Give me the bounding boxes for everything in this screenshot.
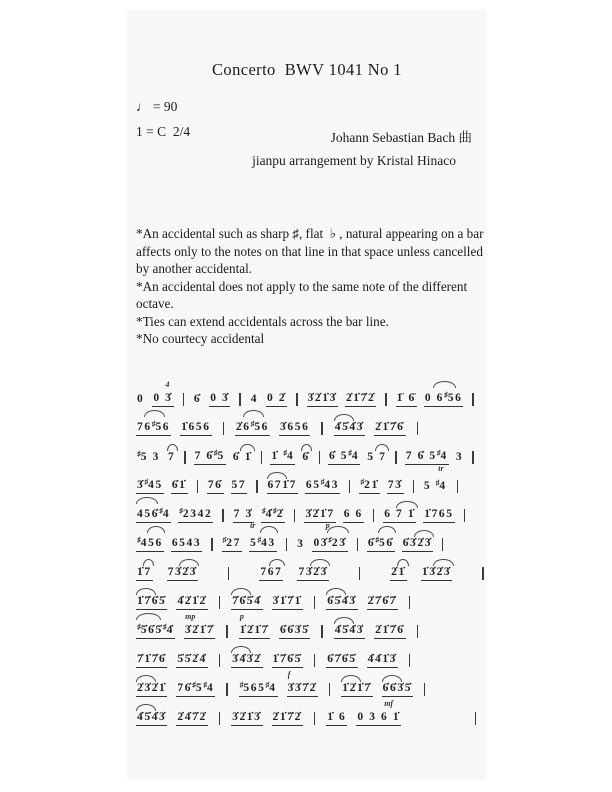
sharp-icon: ♯ (192, 679, 196, 689)
music-line (136, 698, 478, 726)
tie-arc-icon (378, 526, 396, 533)
tie-arc-icon (243, 410, 264, 417)
tie-arc-icon (231, 646, 251, 653)
music-line (136, 418, 478, 436)
barline (226, 625, 227, 638)
note-group: 3̇656 (279, 421, 310, 436)
sharp-icon: ♯ (360, 476, 365, 486)
sharp-icon: ♯ (261, 505, 266, 515)
note-group: 3 (455, 450, 464, 463)
barline (409, 654, 410, 667)
sharp-icon: ♯ (375, 534, 379, 544)
note-group: 0 2̇ (266, 392, 287, 407)
arranger-credit: jianpu arrangement by Kristal Hinaco (252, 153, 456, 168)
note-line: *Ties can extend accidentals across the bar line. (136, 313, 389, 329)
sharp-icon: ♯ (137, 448, 141, 458)
note-group: 03̇♯23̇ p (312, 533, 347, 552)
note-group: 65♯43 (305, 475, 340, 494)
expression-marking: p (239, 611, 244, 621)
note-line: *An accidental does not apply to the same note of the different octave. (136, 278, 468, 311)
tie-arc-icon (341, 675, 361, 682)
tie-arc-icon (136, 704, 156, 711)
note-group: 5 7 (366, 451, 387, 465)
note-group: 6̇1̇ (171, 479, 188, 494)
expression-marking: p (325, 520, 330, 530)
accidental-notes (136, 225, 490, 348)
barline (373, 509, 374, 522)
barline (413, 480, 414, 493)
note-group: 6 7 1̇ (383, 508, 416, 523)
barline (239, 393, 240, 406)
barline (314, 712, 315, 725)
music-line (136, 566, 478, 581)
key-time-signature: 1 = C 2/4 (136, 124, 191, 139)
barline (409, 596, 410, 609)
barline (472, 451, 473, 464)
tie-arc-icon (136, 675, 156, 682)
barline (226, 683, 227, 696)
sharp-icon: ♯ (444, 389, 448, 399)
note-group: 5̇5̇2̇4̇ (176, 653, 207, 668)
note-group: ♯5 3 (137, 448, 160, 463)
note-group: 2̇4̇7̇2̇ (176, 711, 207, 726)
note-group: 57 (231, 479, 248, 494)
note-group: 6̇♯56̇ (367, 533, 395, 552)
tie-arc-icon (334, 414, 354, 421)
note-line: *An accidental such as sharp ♯, flat ♭ , natural appearing on a bar affects only to the notes on that line in that space unless cancelled by another accidental. (136, 226, 484, 276)
sharp-icon: ♯ (348, 447, 352, 457)
sharp-icon: ♯ (272, 505, 277, 515)
note-group: 3̇4̇3̇2̇ (231, 653, 262, 668)
tie-arc-icon (334, 617, 354, 624)
barline (417, 422, 418, 435)
barline (385, 393, 386, 406)
barline (472, 393, 473, 406)
music-line (136, 379, 478, 407)
note-group: ♯21̇ (359, 475, 379, 494)
barline (329, 683, 330, 696)
note-line: *No courtecy accidental (136, 331, 265, 346)
sharp-icon: ♯ (137, 534, 141, 544)
note-group: 1̇3̇2̇3̇ (421, 566, 452, 581)
note-group: 4 (250, 392, 259, 405)
tie-arc-icon (327, 526, 349, 533)
note-group: 1̇765 (423, 508, 454, 523)
note-group: 0 (137, 392, 145, 405)
tie-arc-icon (375, 444, 389, 451)
barline (222, 509, 223, 522)
sheet-music-page (127, 10, 486, 780)
note-group: ♯456 (136, 533, 164, 552)
note-group: 2̇3̇2̇1̇ (136, 682, 167, 697)
barline (314, 654, 315, 667)
barline (261, 451, 262, 464)
note-group: 1̈ 6̈ (396, 392, 417, 407)
music-line (136, 611, 478, 639)
sharp-icon: ♯ (320, 476, 325, 486)
note-group: 7̇1̇7̇6̇ (136, 653, 167, 668)
tie-arc-icon (136, 588, 156, 595)
barline (442, 538, 443, 551)
composer-credit: Johann Sebastian Bach 曲 (330, 130, 472, 145)
note-group: 4̇5̇4̇3̇ (136, 711, 167, 726)
barline (294, 509, 295, 522)
sharp-icon: ♯ (250, 418, 255, 428)
barline (184, 451, 185, 464)
note-group: ♯2342 (178, 504, 213, 523)
barline (223, 422, 224, 435)
sharp-icon: ♯ (222, 534, 227, 544)
music-line (136, 653, 478, 668)
music-line (136, 463, 478, 494)
note-group: 6̇5̇4̇3̇ (326, 595, 357, 610)
note-group: 4̇5̇4̇3̇ (334, 624, 365, 639)
barline (314, 596, 315, 609)
note-group: 3̇♯45 (136, 475, 164, 494)
note-group: 3̇2̇1̇3̇ (307, 392, 338, 407)
note-group: 1̇ 6 (326, 711, 347, 726)
note-group: 6̇3̇2̇3̇ (402, 537, 433, 552)
sharp-icon: ♯ (283, 447, 287, 457)
expression-marking: 4 (165, 379, 170, 389)
tie-arc-icon (143, 559, 155, 566)
note-group: 76♯56 (136, 417, 171, 436)
note-group: ♯565♯4 (239, 678, 278, 697)
tie-arc-icon (397, 559, 409, 566)
piece-title: Concerto BWV 1041 No 1 (212, 60, 402, 79)
barline (321, 422, 322, 435)
tie-arc-icon (433, 381, 456, 388)
note-group: 456̇♯4 (136, 504, 171, 523)
barline (475, 712, 476, 725)
note-group: 7 (167, 451, 176, 465)
barline (197, 480, 198, 493)
tie-arc-icon (136, 497, 158, 504)
note-group: 0 6♯56 (424, 388, 464, 407)
note-group: 76̇ (207, 479, 224, 494)
barline (349, 480, 350, 493)
barline (219, 654, 220, 667)
tie-arc-icon (310, 559, 330, 566)
barline (256, 480, 257, 493)
note-group: 2̇7̇6̇7̇ (367, 595, 398, 610)
sharp-icon: ♯ (203, 679, 207, 689)
note-group: ♯5̇6̇5̇♯4̇ (136, 620, 175, 639)
note-group: 4̇4̇1̇3̇ (367, 653, 398, 668)
note-group: 1̇656 (180, 421, 211, 436)
expression-marking: tr (250, 520, 256, 530)
tie-arc-icon (414, 530, 434, 537)
sharp-icon: ♯ (151, 418, 156, 428)
sharp-icon: ♯ (162, 621, 167, 631)
tie-arc-icon (269, 559, 285, 566)
note-group: 2̇1̇7̇6̇ (374, 624, 405, 639)
note-group: 4̇5̇4̇3̇ (334, 421, 365, 436)
music-line (136, 595, 478, 610)
barline (211, 538, 212, 551)
note-group: ♯27 (222, 533, 242, 552)
note-group: 6̇6̇3̇5̇ (382, 682, 413, 697)
note-group: 5 ♯4 tr (423, 463, 447, 492)
note-group: 5♯43 tr (249, 533, 277, 552)
barline (286, 538, 287, 551)
barline (424, 683, 425, 696)
note-group: 6̇7̇6̇5̇ (326, 653, 357, 668)
sharp-icon: ♯ (435, 477, 440, 487)
note-group: 7 6̇♯5 (194, 446, 226, 465)
sharp-icon: ♯ (328, 534, 332, 544)
expression-marking: mp (185, 611, 196, 621)
music-line (136, 669, 478, 697)
tie-arc-icon (326, 588, 346, 595)
barline (219, 712, 220, 725)
barline (183, 393, 184, 406)
sharp-icon: ♯ (137, 621, 141, 631)
note-group: 6̇6̇3̇5̇ (279, 624, 310, 639)
tie-arc-icon (167, 444, 178, 451)
music-line (136, 505, 478, 523)
jianpu-notation-block (136, 379, 478, 726)
note-group: 6̇ (193, 392, 202, 405)
note-group: 6̇ 5♯4 (328, 446, 360, 465)
barline (457, 480, 458, 493)
barline (296, 393, 297, 406)
note-group: 3̇2̇1̇3̇ (231, 711, 262, 726)
note-group: 6543 (171, 537, 202, 552)
note-group: 4̇2̇1̇2̇ (176, 595, 207, 610)
note-group: 73̇ (387, 479, 404, 494)
music-line (136, 520, 478, 552)
sharp-icon: ♯ (179, 505, 183, 515)
note-group: 3̇2̇1̇7 (304, 508, 335, 523)
note-group: 2̇1̇7̇2̇ (345, 392, 376, 407)
tie-arc-icon (144, 410, 165, 417)
note-group: 1̇ ♯4 (270, 446, 295, 465)
note-group: 7 3̇ (233, 508, 254, 523)
note-group: 73̇2̇3̇ (297, 566, 328, 581)
score-header (136, 99, 478, 169)
tie-arc-icon (179, 559, 199, 566)
note-group: 6̇ (301, 451, 310, 465)
note-group: 1̇2̇1̇7̇ p (239, 624, 270, 639)
note-group: 6̇ 1̇ (232, 451, 253, 465)
expression-marking: f (287, 669, 291, 679)
note-group: 3̇2̇1̇7̇ mp (184, 624, 215, 639)
expression-marking: mf (384, 698, 394, 708)
barline (359, 567, 360, 580)
tempo-marking: ♩ = 90 (136, 99, 178, 114)
barline (357, 538, 358, 551)
sharp-icon: ♯ (265, 679, 270, 689)
barline (482, 567, 483, 580)
sharp-icon: ♯ (159, 505, 163, 515)
note-group: 2̇6♯56 (235, 417, 270, 436)
tie-arc-icon (240, 444, 254, 451)
note-group: 76̇♯5♯4 (176, 678, 215, 697)
tie-arc-icon (147, 526, 165, 533)
note-group: 0 3̇ 4 (152, 392, 173, 407)
note-group: 6 6 (343, 508, 364, 523)
sharp-icon: ♯ (436, 447, 441, 457)
note-group: 671̇7 (267, 479, 298, 494)
tie-arc-icon (267, 472, 287, 479)
note-group: 3̇3̇7̇2̇ f (287, 682, 318, 697)
note-group: 3 (297, 537, 305, 550)
tie-arc-icon (231, 588, 251, 595)
note-group: 2̇1̇7̇6̇ (374, 421, 405, 436)
tie-arc-icon (136, 613, 161, 620)
tie-arc-icon (433, 559, 453, 566)
sharp-icon: ♯ (213, 447, 218, 457)
note-group: 7 6̇ 5♯4 (405, 446, 449, 465)
music-line (136, 447, 478, 465)
barline (464, 509, 465, 522)
note-group: 2̇1̇ (390, 566, 407, 581)
note-group: 2̇1̇7̇2̇ (272, 711, 303, 726)
tie-arc-icon (396, 501, 417, 508)
note-group: 767 (259, 566, 283, 581)
tie-arc-icon (260, 526, 278, 533)
barline (395, 451, 396, 464)
tie-arc-icon (382, 675, 402, 682)
barline (319, 451, 320, 464)
barline (417, 625, 418, 638)
sharp-icon: ♯ (239, 679, 244, 689)
note-group: 0 3̇ (209, 392, 230, 407)
note-group: 1̇2̇1̇7̇ (341, 682, 372, 697)
barline (321, 625, 322, 638)
sharp-icon: ♯ (144, 476, 149, 486)
note-group: 7̇6̇5̇4̇ (231, 595, 262, 610)
barline (228, 567, 229, 580)
sharp-icon: ♯ (257, 534, 262, 544)
barline (219, 596, 220, 609)
note-group: 73̇2̇3̇ (167, 566, 198, 581)
expression-marking: tr (438, 463, 444, 473)
tie-arc-icon (301, 444, 312, 451)
note-group: 0 3 6 1̇ mf (356, 711, 401, 726)
note-group: 1̇7̇6̇5̇ (272, 653, 303, 668)
note-group: 1̇7̇6̇5̇ (136, 595, 167, 610)
note-group: ♯4̇♯2̇ (261, 504, 285, 523)
note-group: 1̇7 (136, 566, 153, 581)
note-group: 3̇1̇7̇1̇ (272, 595, 303, 610)
